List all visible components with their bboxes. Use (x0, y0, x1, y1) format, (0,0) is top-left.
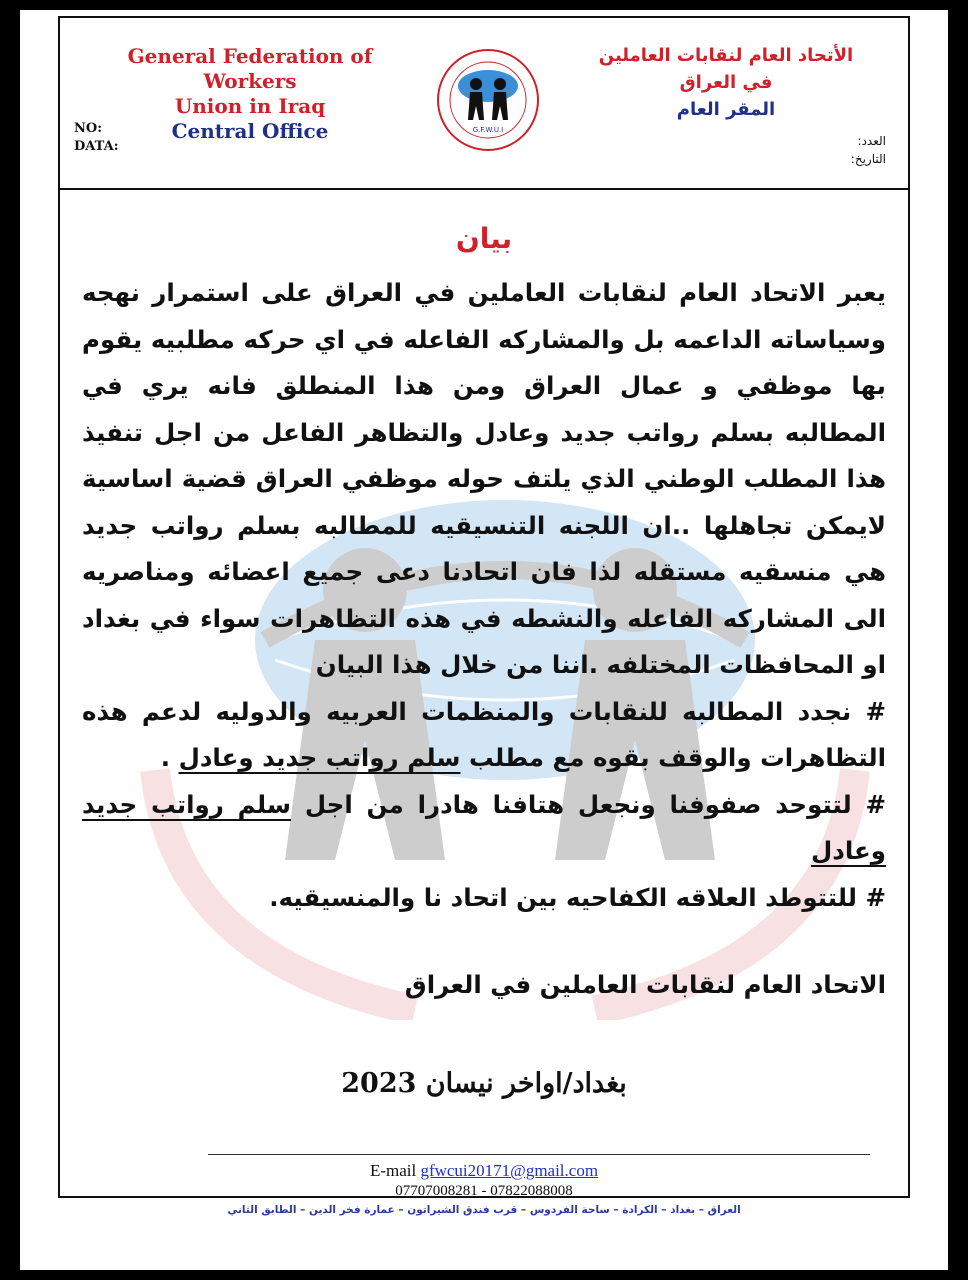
header-divider (58, 188, 910, 190)
statement-item-3: # للتتوطد العلاقه الكفاحيه بين اتحاد نا والمنسيقيه. (269, 882, 886, 912)
statement-title: بيان (455, 222, 513, 255)
date-label: DATA: (74, 139, 119, 154)
arabic-org-name-line1: الأتحاد العام لنقابات العاملين (598, 45, 854, 66)
reference-fields (74, 120, 119, 156)
number-label: NO: (74, 121, 103, 136)
statement-item-1 (82, 689, 886, 782)
english-org-name-line1: General Federation of Workers (127, 44, 373, 93)
item-1-end: . (160, 743, 171, 772)
document-page (20, 10, 948, 1270)
email-label: E-mail (369, 1161, 417, 1180)
email-link[interactable]: gfwcui20171@gmail.com (420, 1161, 599, 1180)
english-org-name-line2: Union in Iraq (174, 94, 326, 118)
arabic-org-name-line2: في العراق (679, 72, 773, 93)
statement-body (82, 270, 886, 921)
statement-paragraph: يعبر الاتحاد العام لنقابات العاملين في العراق على استمرار نهجه وسياساته الداعمه بل والمشاركه الفاعله في اي حركه مطلبيه يقوم بها موظفي و عمال العراق ومن هذا المنطلق فانه يري في المطالبه بسلم رواتب جديد وعادل والتظاهر الفاعل من اجل تنفيذ هذا المطلب الوطني الذي يلتف حوله موظفي العراق قضية اساسية لايمكن تجاهلها ..ان اللجنه التنسيقيه للمطالبه بسلم رواتب جديد هي منسقيه مستقله لذا فان اتحادنا دعى جميع اعضائه ومناصريه الى المشاركه الفاعله والنشطه في هذه التظاهرات سواء في بغداد او المحافظات المختلفه .اننا من خلال هذا البيان (82, 278, 886, 679)
logo-initials: G.F.W.U.I (472, 126, 504, 134)
english-letterhead (80, 44, 420, 144)
arabic-date-label: التاريخ: (850, 152, 886, 166)
item-2-text: # لتتوحد صفوفنا ونجعل هتافنا هادرا من اجل (304, 789, 886, 819)
item-1-underlined: سلم رواتب جديد وعادل (178, 743, 461, 772)
signature: الاتحاد العام لنقابات العاملين في العراق (404, 970, 886, 999)
footer-address: العراق – بغداد – الكرادة – ساحة الفردوس – قرب فندق الشيراتون – عمارة فخر الدين – الطابق الثاني (227, 1204, 741, 1216)
item-1-text: # نجدد المطالبه للنقابات والمنظمات العربيه والدوليه لدعم هذه التظاهرات والوقف بقوه مع مطلب (82, 696, 886, 772)
arabic-letterhead (596, 42, 856, 123)
arabic-office-name: المقر العام (676, 99, 776, 120)
statement-item-2 (82, 782, 886, 875)
place-and-date: بغداد/اواخر نيسان 2023 (341, 1068, 627, 1099)
arabic-number-label: العدد: (857, 134, 886, 148)
footer-divider (208, 1154, 870, 1155)
english-office-name: Central Office (171, 119, 329, 143)
footer-email (20, 1161, 948, 1181)
footer-phones: 07707008281 - 07822088008 (395, 1183, 573, 1199)
federation-logo-icon (434, 46, 542, 154)
arabic-reference-fields (851, 132, 886, 168)
item-2-underlined: سلم رواتب جديد وعادل (82, 789, 886, 865)
